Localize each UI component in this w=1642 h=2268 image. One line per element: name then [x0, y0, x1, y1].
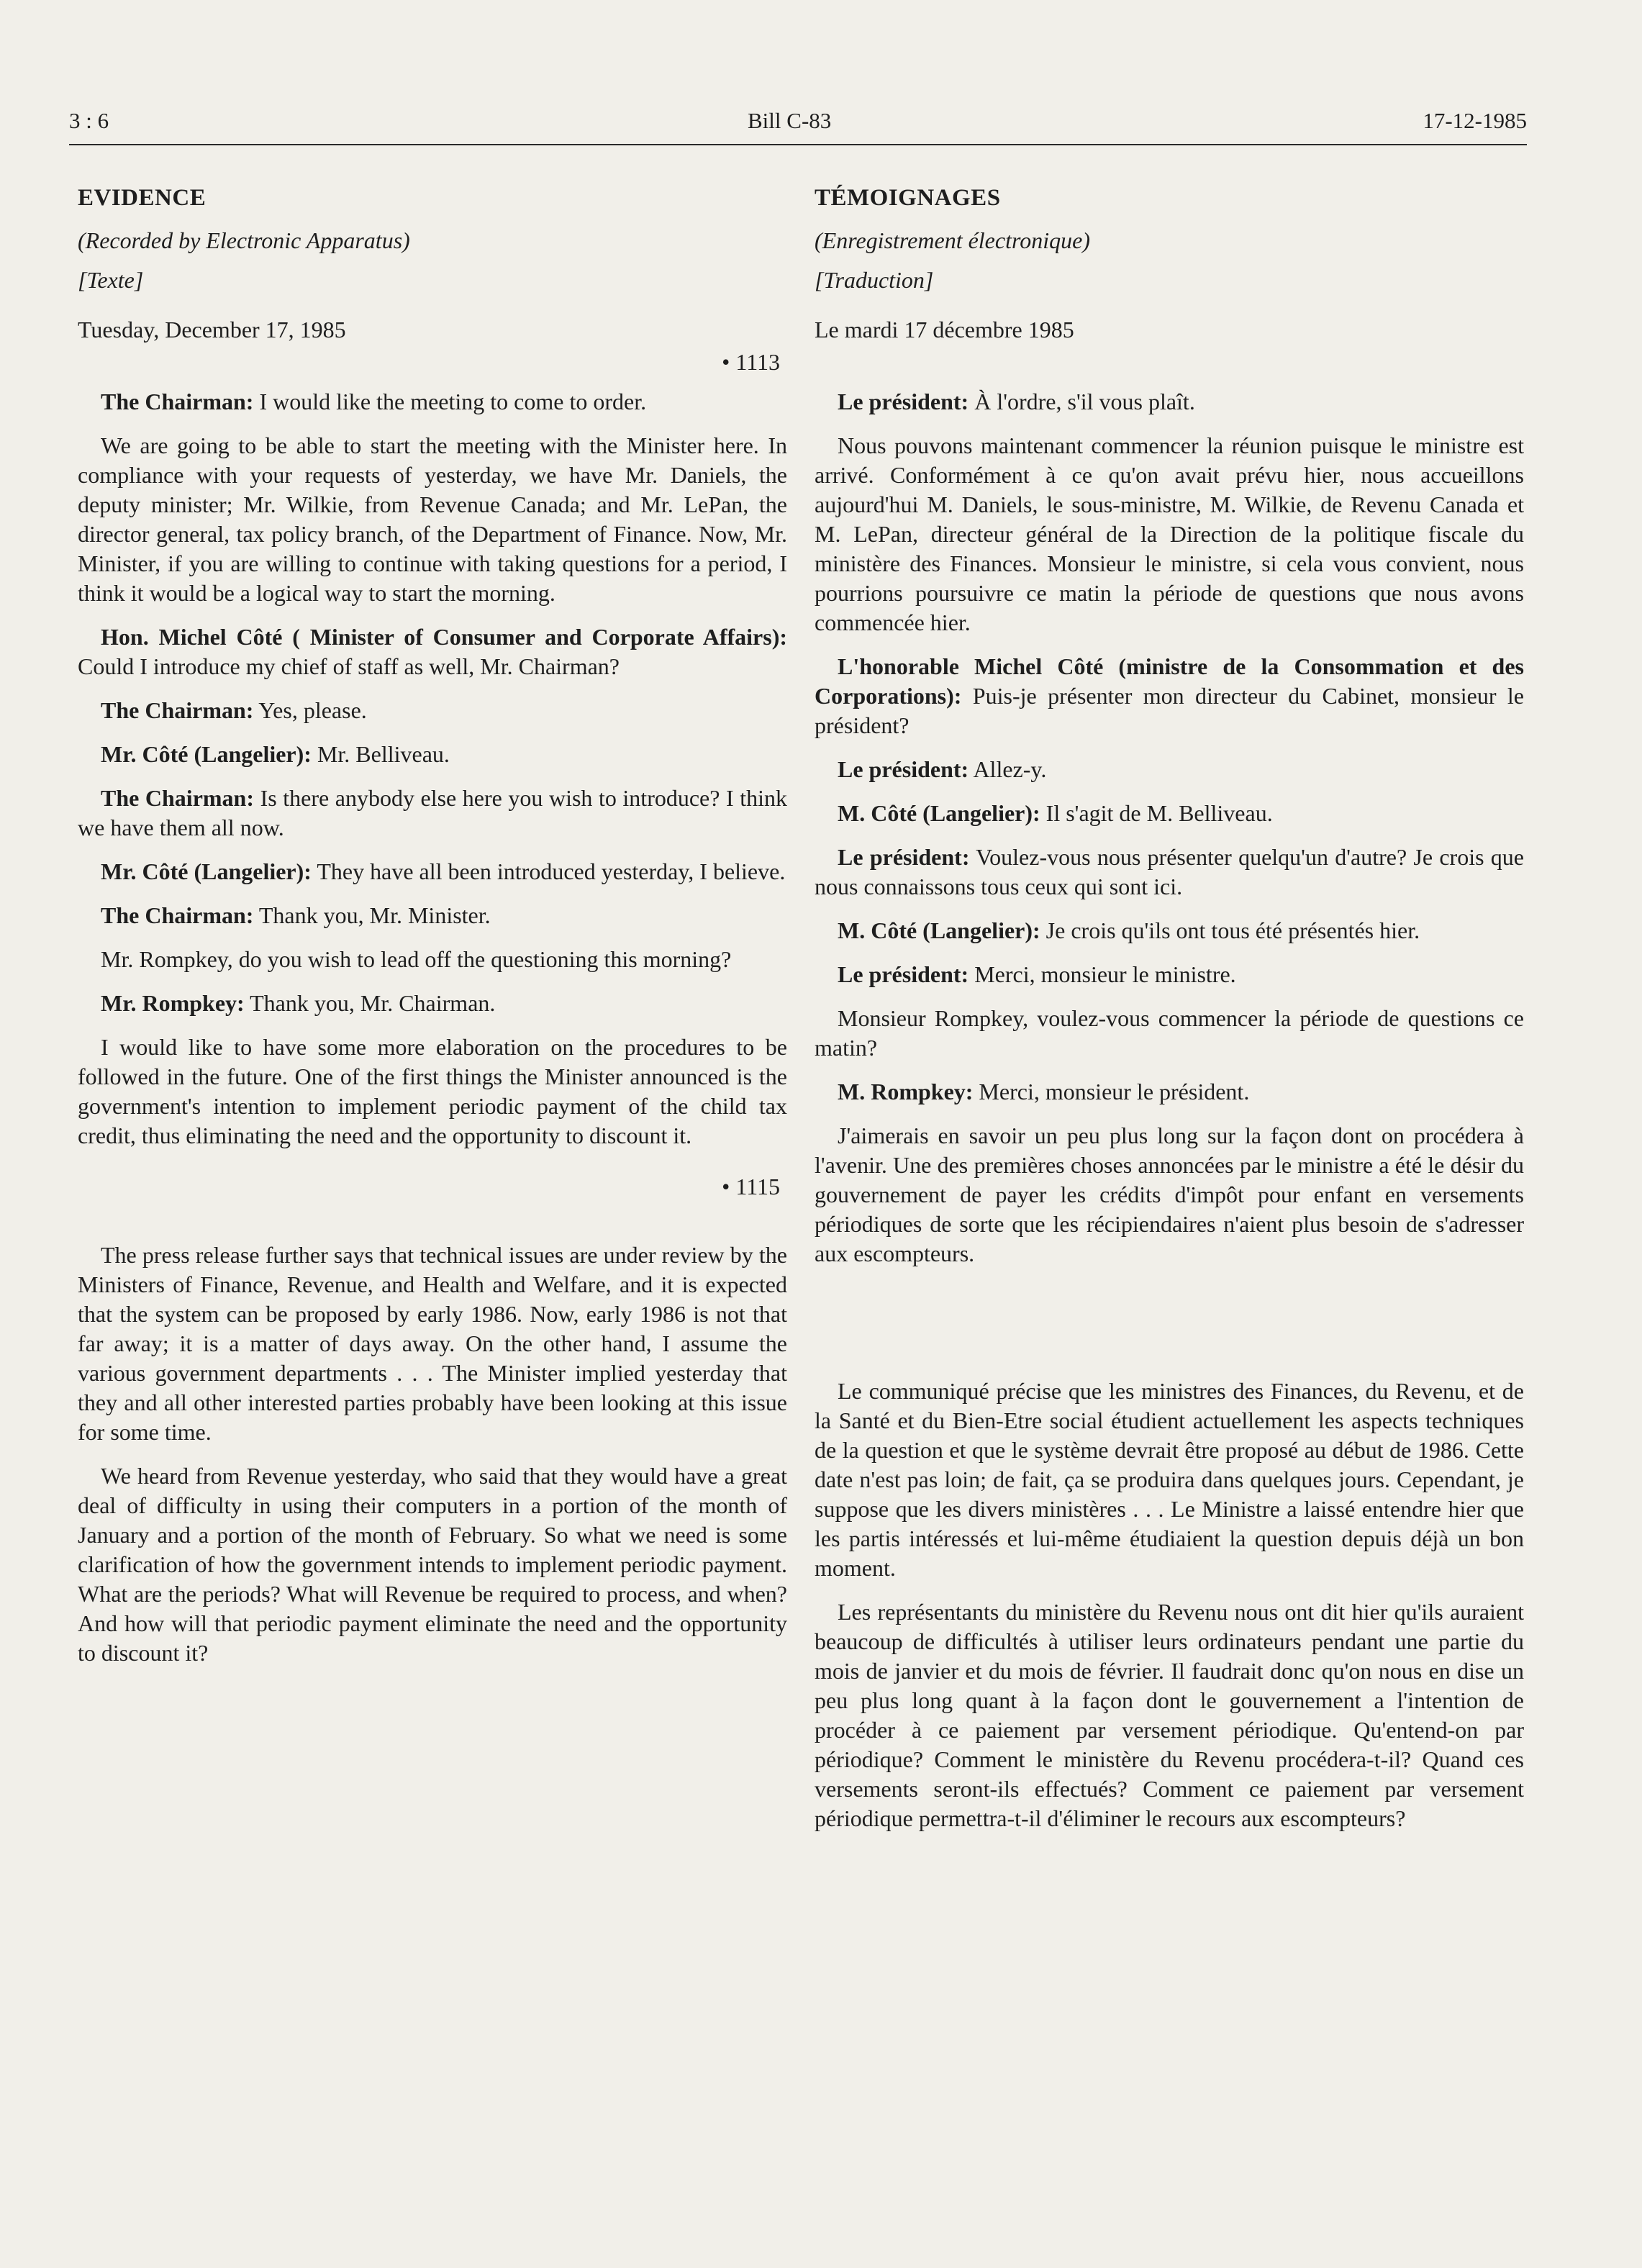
- time-stamp: • 1115: [722, 1174, 780, 1199]
- page-header: [69, 108, 1527, 144]
- transcript-paragraph: J'aimerais en savoir un peu plus long sur la façon dont on procédera à l'avenir. Une des premières choses annoncées par le ministre a été le désir du gouvernement de payer les crédits d'impôt pour enfant en versements périodiques de sorte que les récipiendaires n'aient plus besoin de s'adresser aux escompteurs.: [815, 1122, 1524, 1266]
- transcript-paragraph: Les représentants du ministère du Revenu nous ont dit hier qu'ils auraient beaucoup de difficultés à utiliser leurs ordinateurs pendant une partie du mois de janvier et du mois de février. Il faudrait donc qu'on nous en dise un peu plus long quant à la façon dont le gouvernement a l'intention de procéder à ce paiement par versement périodique. Qu'entend-on par périodique? Comment le ministère du Revenu procédera-t-il? Quand ces versements seront-ils effectués? Comment ce paiement par versement périodique permettra-t-il d'éliminer le recours aux escompteurs?: [815, 1599, 1524, 1831]
- transcript-paragraph: Le président: Merci, monsieur le ministre.: [838, 961, 1236, 987]
- transcript-paragraph: Le président: Allez-y.: [838, 756, 1047, 782]
- transcript-paragraph: Hon. Michel Côté ( Minister of Consumer and Corporate Affairs): Could I introduce my chief of staff as well, Mr. Chairman?: [78, 624, 787, 679]
- transcript-paragraph: The Chairman: Yes, please.: [101, 697, 367, 723]
- french-column: [815, 183, 1524, 1848]
- text-tag: [Texte]: [78, 267, 144, 293]
- transcript-paragraph: The Chairman: Thank you, Mr. Minister.: [101, 902, 491, 928]
- transcript-paragraph: Le président: Voulez-vous nous présenter quelqu'un d'autre? Je crois que nous connaissons tous ceux qui sont ici.: [815, 844, 1525, 899]
- bill-label: Bill C-83: [748, 108, 832, 133]
- transcript-paragraph: The Chairman: I would like the meeting to come to order.: [101, 389, 647, 414]
- transcript-paragraph: We are going to be able to start the meeting with the Minister here. In compliance with your requests of yesterday, we have Mr. Daniels, the deputy minister; Mr. Wilkie, from Revenue Canada; and Mr. LePan, the director general, tax policy branch, of the Department of Finance. Now, Mr. Minister, if you are willing to continue with taking questions for a period, I think it would be a logical way to start the morning.: [78, 432, 787, 606]
- transcript-paragraph: The Chairman: Is there anybody else here you wish to introduce? I think we have them all now.: [78, 785, 788, 840]
- session-date: Tuesday, December 17, 1985: [78, 317, 346, 343]
- page-number: 3 : 6: [69, 108, 109, 133]
- transcript-paragraph: Mr. Côté (Langelier): They have all been introduced yesterday, I believe.: [101, 858, 786, 884]
- header-rule: [69, 144, 1527, 145]
- temoignages-title: TÉMOIGNAGES: [815, 185, 1001, 211]
- transcript-paragraph: The press release further says that technical issues are under review by the Ministers of Finance, Revenue, and Health and Welfare, and it is expected that the system can be proposed by early 1986. Now, early 1986 is not that far away; it is a matter of days away. On the other hand, I assume the various government departments . . . The Minister implied yesterday that they and all other interested parties probably have been looking at this issue for some time.: [78, 1242, 787, 1445]
- transcript-paragraph: M. Rompkey: Merci, monsieur le président.: [838, 1079, 1250, 1104]
- recorded-note-fr: (Enregistrement électronique): [815, 227, 1090, 253]
- transcript-paragraph: I would like to have some more elaboration on the procedures to be followed in the future. One of the first things the Minister announced is the government's intention to implement periodic payment of the child tax credit, thus eliminating the need and the opportunity to discount it.: [78, 1034, 787, 1148]
- transcript-paragraph: M. Côté (Langelier): Je crois qu'ils ont tous été présentés hier.: [838, 917, 1420, 943]
- transcript-paragraph: Mr. Rompkey: Thank you, Mr. Chairman.: [101, 990, 496, 1016]
- text-tag-fr: [Traduction]: [815, 267, 934, 293]
- recorded-note: (Recorded by Electronic Apparatus): [78, 227, 410, 253]
- transcript-paragraph: Le communiqué précise que les ministres des Finances, du Revenu, et de la Santé et du Bien-Etre social étudient actuellement les aspects techniques de la question et que le système devrait être proposé au début de 1986. Cette date n'est pas loin; de fait, ça se produira dans quelques jours. Cependant, je suppose que les divers ministères . . . Le Ministre a laissé entendre hier que les partis intéressés et lui-même étudiaient la question depuis déjà un bon moment.: [815, 1378, 1524, 1581]
- transcript-paragraph: Mr. Rompkey, do you wish to lead off the questioning this morning?: [101, 946, 732, 972]
- transcript-paragraph: M. Côté (Langelier): Il s'agit de M. Belliveau.: [838, 800, 1273, 826]
- session-date-fr: Le mardi 17 décembre 1985: [815, 317, 1074, 343]
- english-column: [78, 183, 787, 1682]
- transcript-paragraph: Le président: À l'ordre, s'il vous plaît.: [838, 389, 1195, 414]
- transcript-paragraph: We heard from Revenue yesterday, who said that they would have a great deal of difficulty in using their computers in a portion of the month of January and a portion of the month of February. So what we need is some clarification of how the government intends to implement periodic payment. What are the periods? What will Revenue be required to process, and when? And how will that periodic payment eliminate the need and the opportunity to discount it?: [78, 1463, 787, 1666]
- time-spacer: [815, 348, 1524, 377]
- transcript-paragraph: Nous pouvons maintenant commencer la réunion puisque le ministre est arrivé. Conformément à ce qu'on avait prévu hier, nous accueillons aujourd'hui M. Daniels, le sous-ministre, M. Wilkie, de Revenu Canada et M. LePan, directeur général de la Direction de la politique fiscale du ministère des Finances. Monsieur le ministre, si cela vous convient, nous pourrions poursuivre ce matin la période de questions que nous avons commencée hier.: [815, 432, 1524, 635]
- transcript-paragraph: Mr. Côté (Langelier): Mr. Belliveau.: [101, 741, 450, 767]
- time-stamp: • 1113: [722, 349, 780, 375]
- transcript-paragraph: L'honorable Michel Côté (ministre de la Consommation et des Corporations): Puis-je présenter mon directeur du Cabinet, monsieur le président?: [815, 653, 1524, 738]
- evidence-title: EVIDENCE: [78, 185, 207, 211]
- transcript-paragraph: Monsieur Rompkey, voulez-vous commencer la période de questions ce matin?: [815, 1005, 1524, 1061]
- header-date: 17-12-1985: [1423, 108, 1527, 133]
